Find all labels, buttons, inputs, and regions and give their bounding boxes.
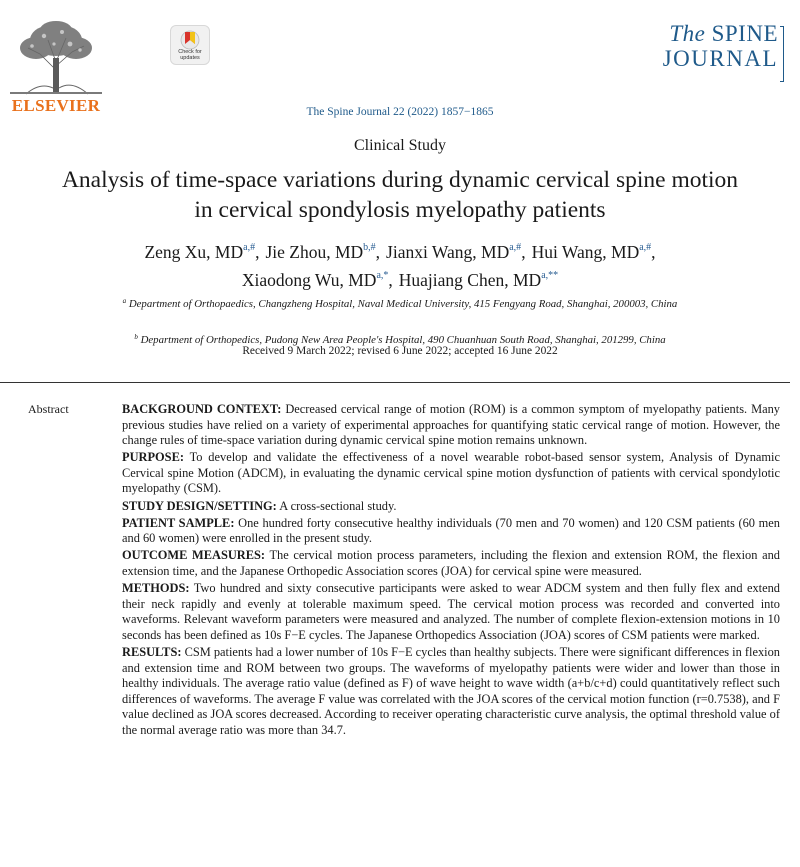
abstract-section-purpose: PURPOSE: To develop and validate the effectiveness of a novel wearable robot-based sensor system, Analysis of Dynamic Cervical spine Motion (ADCM), in evaluating the dynamic cervical spine motion dysfunction of patients with cervical spondylotic myelopathy (CSM). [122,450,780,496]
elsevier-wordmark: ELSEVIER [11,96,101,115]
article-type: Clinical Study [354,137,446,154]
author-list: Zeng Xu, $MD^{a,\#}$, Jie Zhou, $MD^{b,\#}$, Jianxi Wang, $MD^{a,\#}$, Hui Wang, $MD^{a,\#}$, Xiaodong Wu, $MD^{a,*}$, Huajiang Chen, $MD^{a,**}$ [144,242,656,290]
author[interactable]: Huajiang Chen, $MD^{a,**}$ [398,270,559,290]
journal-name-line1: SPINE [711,21,778,46]
author[interactable]: Hui Wang, $MD^{a,\#}$ [531,242,652,262]
journal-name-line2: JOURNAL [662,46,778,71]
abstract-section-study-design: STUDY DESIGN/SETTING: A cross-sectional study. [122,498,397,513]
header-divider [0,382,790,383]
affiliation-a: $^a$ Department of Orthopaedics, Changzheng Hospital, Naval Medical University, 415 Fengyang Road, Shanghai, 200003, China [122,297,678,310]
author[interactable]: Jianxi Wang, $MD^{a,\#}$ [386,242,522,262]
author[interactable]: Xiaodong Wu, $MD^{a,*}$ [241,270,389,290]
abstract-body [122,402,780,740]
check-for-updates-label: Check for updates [178,49,202,61]
abstract-section-background: BACKGROUND CONTEXT: Decreased cervical range of motion (ROM) is a common symptom of myelopathy patients. Many previous studies have relied on a variety of experimental approaches for quantifying static cervical range of motion. However, the change rules of time-space variation during dynamic cervical spine motion remains unknown. [122,402,781,448]
abstract-section-results: RESULTS: CSM patients had a lower number of 10s F−E cycles than healthy subjects. There were significant differences in flexion and extension time and ROM between two groups. The waveforms of myelopathy patients were wider and lower than those in healthy individuals. The average ratio value (defined as F) of wave height to wave width (a+b/c+d) could quantitatively reflect such differences of waveforms. The average F value was correlated with the JOA scores of the cervical motion function (r=0.7538), and F value declined as JOA scores decreased. According to receiver operating characteristic curve analysis, the optimal threshold value of the normal average ratio was more than 34.7. [122,644,780,737]
abstract-section-outcome-measures: OUTCOME MEASURES: The cervical motion process parameters, including the flexion and extension ROM, the flexion and extension time, and the Japanese Orthopedic Association scores (JOA) for cervical spine were measured. [122,548,780,578]
received-dates: Received 9 March 2022; revised 6 June 2022; accepted 16 June 2022 [242,345,558,357]
journal-prefix: The [669,21,706,46]
abstract-label: Abstract [28,402,69,416]
author[interactable]: Zeng Xu, $MD^{a,\#}$ [144,242,256,262]
journal-logo [663,22,778,72]
check-for-updates-badge[interactable] [170,25,210,71]
abstract-section-methods: METHODS: Two hundred and sixty consecutive participants were asked to wear ADCM system and then fully flex and extend their neck rapidly and evenly at tolerable maximum speed. The cervical motion process was recorded and converted into waveforms. Relevant waveform parameters were measured and analyzed. The number of complete flexion-extension motions in 10 seconds has been defined as 10s F−E cycles. The Japanese Orthopedics Association (JOA) scores of CSM patients were marked. [122,581,781,642]
journal-citation[interactable]: The Spine Journal 22 (2022) 1857−1865 [306,106,494,118]
author[interactable]: Jie Zhou, $MD^{b,\#}$ [265,242,376,262]
article-title: Analysis of time-space variations during dynamic cervical spine motion in cervical spondylosis myelopathy patients [61,167,739,223]
affiliation-b: $^b$ Department of Orthopedics, Pudong New Area People's Hospital, 490 Chuanhuan South Road, Shanghai, 201299, China [134,333,666,346]
journal-logo-frame [780,26,784,82]
abstract-section-patient-sample: PATIENT SAMPLE: One hundred forty consecutive healthy individuals (70 men and 70 women) and 120 CSM patients (60 men and 60 women) were enrolled in the present study. [122,515,780,546]
